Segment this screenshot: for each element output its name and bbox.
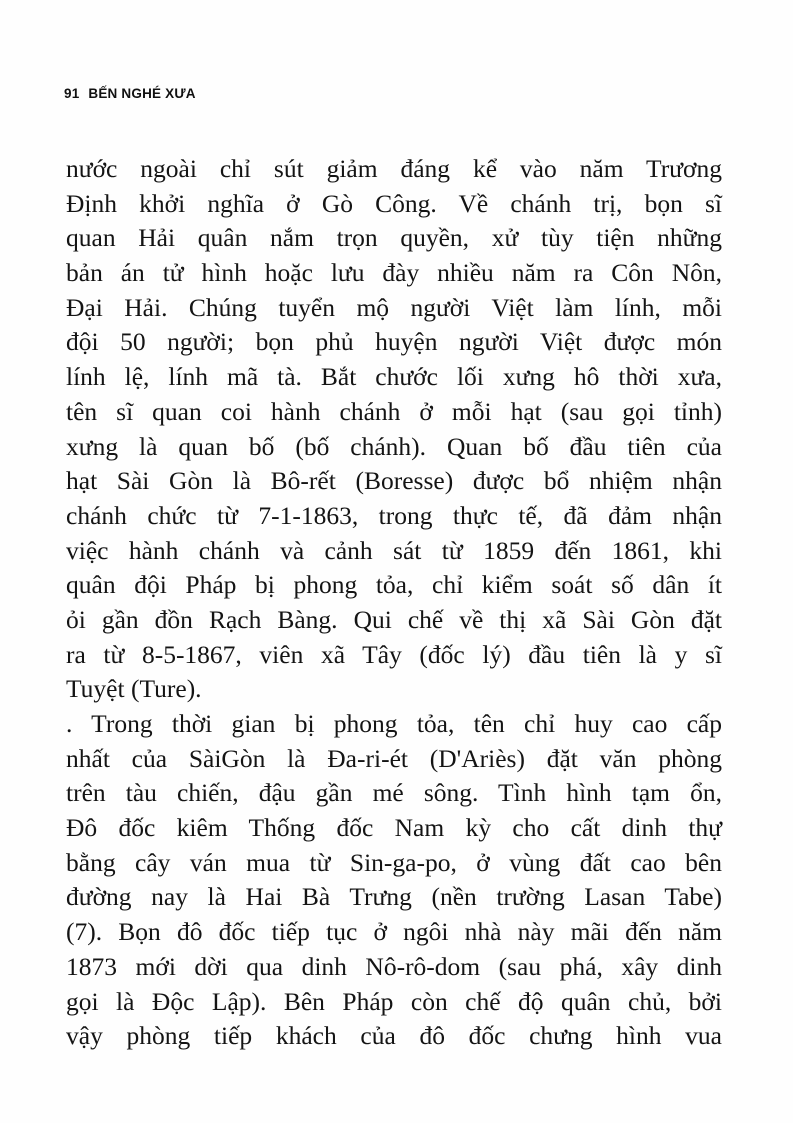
text-line: bằng cây ván mua từ Sin-ga-po, ở vùng đất cao bên xyxy=(66,847,722,877)
text-line: quan Hải quân nắm trọn quyền, xử tùy tiện những xyxy=(66,223,722,253)
text-line: ỏi gần đồn Rạch Bàng. Qui chế về thị xã Sài Gòn đặt xyxy=(66,604,722,634)
text-line: vậy phòng tiếp khách của đô đốc chưng hình vua xyxy=(66,1021,722,1051)
text-line: nước ngoài chỉ sút giảm đáng kể vào năm Trương xyxy=(66,154,722,183)
running-header xyxy=(64,86,196,101)
text-line: việc hành chánh và cảnh sát từ 1859 đến 1861, khi xyxy=(66,535,722,565)
text-line: đội 50 người; bọn phủ huyện người Việt được món xyxy=(66,327,722,357)
page-number: 91 xyxy=(64,86,80,101)
text-line: hạt Sài Gòn là Bô-rết (Boresse) được bổ nhiệm nhận xyxy=(66,466,722,496)
text-line: quân đội Pháp bị phong tỏa, chỉ kiểm soát số dân ít xyxy=(66,570,722,600)
text-line: (7). Bọn đô đốc tiếp tục ở ngôi nhà này mãi đến năm xyxy=(66,917,722,947)
text-line: tên sĩ quan coi hành chánh ở mỗi hạt (sau gọi tỉnh) xyxy=(66,396,722,426)
text-line: trên tàu chiến, đậu gần mé sông. Tình hình tạm ổn, xyxy=(66,778,722,808)
text-line: 1873 mới dời qua dinh Nô-rô-dom (sau phá, xây dinh xyxy=(66,951,722,981)
text-line: đường nay là Hai Bà Trưng (nền trường Lasan Tabe) xyxy=(66,882,722,912)
text-line: Đại Hải. Chúng tuyển mộ người Việt làm lính, mỗi xyxy=(66,292,722,322)
body-text xyxy=(66,152,722,1054)
text-line: ra từ 8-5-1867, viên xã Tây (đốc lý) đầu tiên là y sĩ xyxy=(66,639,722,669)
text-line: chánh chức từ 7-1-1863, trong thực tế, đã đảm nhận xyxy=(66,500,722,530)
book-title: BẾN NGHÉ XƯA xyxy=(88,86,196,101)
text-line: Đô đốc kiêm Thống đốc Nam kỳ cho cất dinh thự xyxy=(66,813,722,843)
text-line: nhất của SàiGòn là Đa-ri-ét (D'Ariès) đặt văn phòng xyxy=(66,743,722,773)
text-line: Định khởi nghĩa ở Gò Công. Về chánh trị, bọn sĩ xyxy=(66,188,722,218)
text-line: lính lệ, lính mã tà. Bắt chước lối xưng hô thời xưa, xyxy=(66,362,722,392)
text-line: xưng là quan bố (bố chánh). Quan bố đầu tiên của xyxy=(66,431,722,461)
text-line: Tuyệt (Ture). xyxy=(66,674,202,704)
text-line: . Trong thời gian bị phong tỏa, tên chỉ huy cao cấp xyxy=(66,709,722,738)
text-line: gọi là Độc Lập). Bên Pháp còn chế độ quân chủ, bởi xyxy=(66,986,722,1016)
text-line: bản án tử hình hoặc lưu đày nhiều năm ra Côn Nôn, xyxy=(66,258,722,288)
